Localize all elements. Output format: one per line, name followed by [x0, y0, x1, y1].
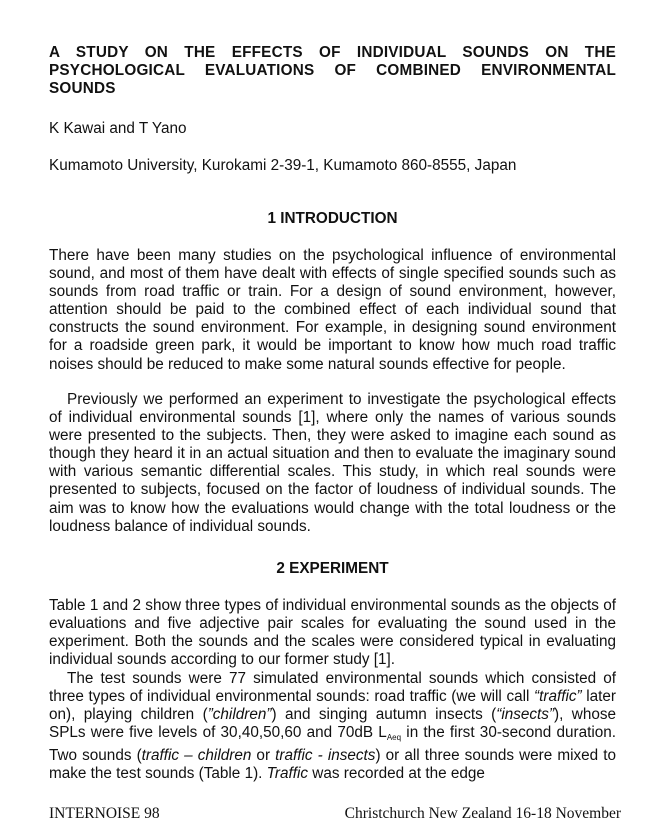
text-run: ), whose SPLs were five levels of 30,40,50,60 and 70dB L — [49, 706, 617, 742]
experiment-paragraph-1: Table 1 and 2 show three types of individual environmental sounds as the objects of evaluations and five adjective pair scales for evaluating the sound used in the experiment. Both the sounds and the scales were considered typical in evaluating individual sounds according to our former study [1]. — [49, 597, 616, 669]
paper-title — [49, 44, 616, 98]
footer-conference: INTERNOISE 98 — [49, 805, 160, 822]
authors: K Kawai and T Yano — [49, 120, 187, 137]
paper-page — [49, 44, 617, 783]
term-traffic: “traffic” — [534, 688, 582, 706]
text-run: in the first 30-second duration. Two sounds ( — [49, 724, 617, 765]
title-line-1: A STUDY ON THE EFFECTS OF INDIVIDUAL SOUNDS ON THE — [49, 44, 616, 61]
term-traffic-capital: Traffic — [266, 765, 309, 783]
term-insects: “insects” — [496, 706, 555, 724]
intro-paragraph-1: There have been many studies on the psychological influence of environmental sound, and most of them have dealt with effects of single specified sounds such as sounds from road traffic or train. For a design of sound environment, however, attention should be paid to the combined effect of each individual sound that constructs the sound environment. For example, in designing sound environment for a roadside green park, it would be important to know how much road traffic noises should be reduced to make some natural sounds effective for people. — [49, 247, 616, 373]
affiliation: Kumamoto University, Kurokami 2-39-1, Kumamoto 860-8555, Japan — [49, 157, 517, 174]
text-run: The test sounds were 77 simulated environmental sounds which consisted of three types of individual environmental sounds: road traffic (we will call — [49, 670, 616, 706]
term-children: ”children” — [207, 706, 272, 724]
title-line-3: SOUNDS — [49, 80, 116, 97]
experiment-paragraph-2 — [49, 670, 616, 784]
term-traffic-children: traffic – children — [141, 747, 252, 765]
text-run: ) and singing autumn insects ( — [271, 706, 497, 724]
subscript-aeq: Aeq — [386, 733, 402, 743]
text-run: or — [251, 747, 276, 765]
term-traffic-insects: traffic - insects — [275, 747, 376, 765]
title-line-2: PSYCHOLOGICAL EVALUATIONS OF COMBINED ENVIRONMENTAL — [49, 62, 616, 79]
text-run: ) or all three sounds were mixed to make the test sounds (Table 1). — [49, 747, 616, 783]
text-run: later on), playing children ( — [49, 688, 616, 724]
intro-paragraph-2 — [49, 391, 616, 536]
intro-paragraph-2-text: Previously we performed an experiment to investigate the psychological effects of individual environmental sounds [1], where only the names of various sounds were presented to the subjects. Then, they were asked to imagine each sound as though they heard it in an actual situation and then to evaluate the imaginary sound with various semantic differential scales. This study, in which real sounds were presented to subjects, focused on the factor of loudness of individual sounds. The aim was to know how the evaluations would change with the total loudness or the loudness balance of individual sounds. — [49, 391, 616, 535]
section-heading-introduction: 1 INTRODUCTION — [267, 210, 398, 227]
text-run: was recorded at the edge — [308, 765, 485, 783]
section-heading-experiment: 2 EXPERIMENT — [276, 560, 389, 577]
footer-location-date: Christchurch New Zealand 16-18 November — [344, 805, 621, 822]
